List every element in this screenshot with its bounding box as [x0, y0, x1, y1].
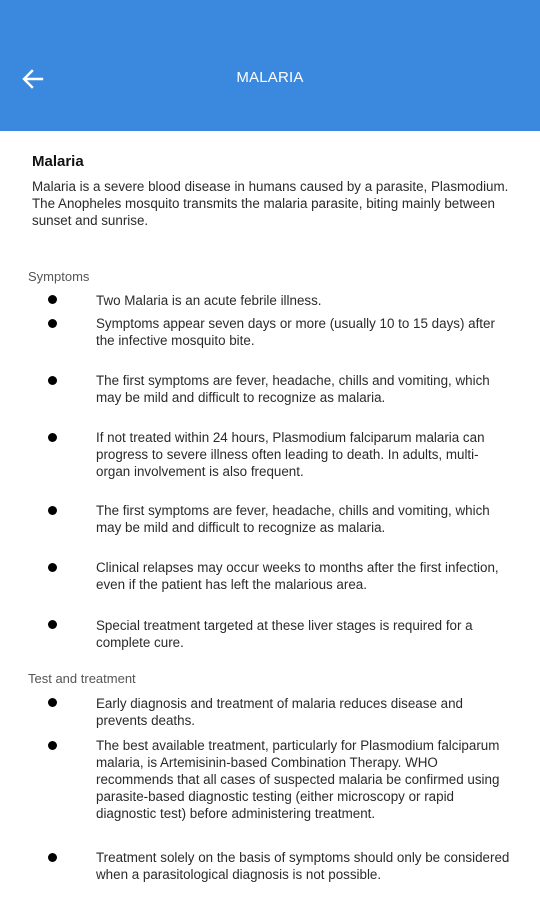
bullet-icon — [48, 319, 57, 328]
bullet-icon — [48, 295, 57, 304]
treatment-section-title: Test and treatment — [28, 671, 136, 686]
bullet-icon — [48, 620, 57, 629]
bullet-icon — [48, 853, 57, 862]
bullet-icon — [48, 563, 57, 572]
symptoms-section-title: Symptoms — [28, 269, 90, 284]
bullet-icon — [48, 506, 57, 515]
disease-title: Malaria — [32, 153, 84, 170]
list-item-text: If not treated within 24 hours, Plasmodium falciparum malaria can progress to severe illness often leading to death. In adults, multi-organ involvement is also frequent. — [96, 430, 485, 479]
list-item-text: Early diagnosis and treatment of malaria reduces disease and prevents deaths. — [96, 696, 463, 728]
list-item-text: The first symptoms are fever, headache, chills and vomiting, which may be mild and difficult to recognize as malaria. — [96, 503, 490, 535]
bullet-icon — [48, 741, 57, 750]
list-item-text: Treatment solely on the basis of symptoms should only be considered when a parasitological diagnosis is not possible. — [96, 850, 510, 882]
list-item-text: Symptoms appear seven days or more (usually 10 to 15 days) after the infective mosquito bite. — [96, 316, 495, 348]
page-title: MALARIA — [236, 69, 304, 86]
list-item-text: The best available treatment, particularly for Plasmodium falciparum malaria, is Artemisinin-based Combination Therapy. WHO recommends that all cases of suspected malaria be confirmed using parasite-based diagnostic testing (either microscopy or rapid diagnostic test) before administering treatment. — [96, 738, 500, 821]
bullet-icon — [48, 698, 57, 707]
list-item-text: Two Malaria is an acute febrile illness. — [96, 293, 322, 308]
app-bar — [0, 0, 540, 131]
bullet-icon — [48, 433, 57, 442]
list-item-text: The first symptoms are fever, headache, chills and vomiting, which may be mild and difficult to recognize as malaria. — [96, 373, 490, 405]
disease-description: Malaria is a severe blood disease in humans caused by a parasite, Plasmodium. The Anopheles mosquito transmits the malaria parasite, biting mainly between sunset and sunrise. — [32, 179, 509, 228]
list-item-text: Clinical relapses may occur weeks to months after the first infection, even if the patient has left the malarious area. — [96, 560, 499, 592]
list-item-text: Special treatment targeted at these liver stages is required for a complete cure. — [96, 618, 473, 650]
bullet-icon — [48, 376, 57, 385]
